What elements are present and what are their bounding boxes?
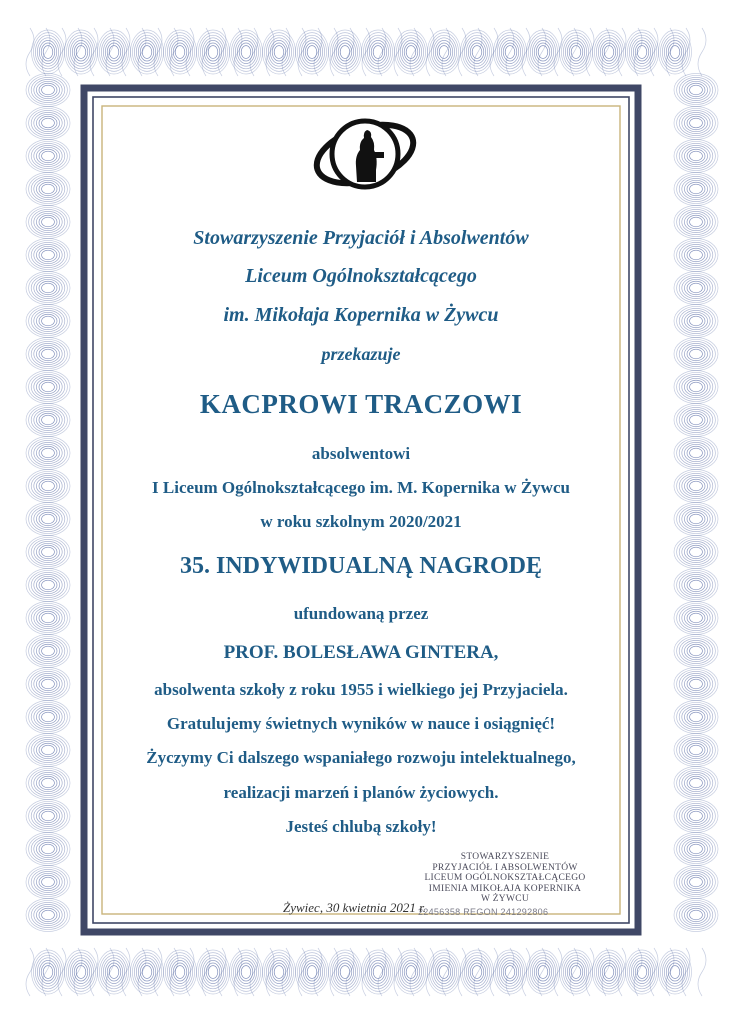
message-line-3: realizacji marzeń i planów życiowych. — [223, 783, 499, 802]
society-line-3: im. Mikołaja Kopernika w Żywcu — [223, 304, 499, 326]
year-line: w roku szkolnym 2020/2021 — [260, 512, 462, 531]
stamp-numbers: 22456358 REGON 241292806 — [418, 907, 549, 917]
stamp-line: LICEUM OGÓLNOKSZTAŁCĄCEGO — [424, 873, 586, 883]
founder-name: PROF. BOLESŁAWA GINTERA, — [223, 642, 499, 663]
society-line-1: Stowarzyszenie Przyjaciół i Absolwentów — [193, 227, 529, 249]
funded-by: ufundowaną przez — [293, 604, 429, 623]
message-line-2: Życzymy Ci dalszego wspaniałego rozwoju intelektualnego, — [146, 748, 576, 767]
society-stamp — [400, 852, 610, 905]
recipient-role: absolwentowi — [311, 444, 411, 463]
founder-description: absolwenta szkoły z roku 1955 i wielkiego jej Przyjaciela. — [154, 680, 568, 699]
society-line-2: Liceum Ogólnokształcącego — [245, 265, 477, 287]
stamp-line: STOWARZYSZENIE — [460, 852, 550, 862]
stamp-line: IMIENIA MIKOŁAJA KOPERNIKA — [428, 883, 582, 894]
school-line: I Liceum Ogólnokształcącego im. M. Kopernika w Żywcu — [152, 478, 570, 497]
recipient-name: KACPROWI TRACZOWI — [199, 389, 523, 419]
verb-text: przekazuje — [321, 344, 401, 364]
message-line-4: Jesteś chlubą szkoły! — [285, 817, 437, 836]
place-date: Żywiec, 30 kwietnia 2021 r. — [283, 900, 426, 915]
stamp-line: W ŻYWCU — [480, 894, 530, 904]
stamp-line: PRZYJACIÓŁ I ABSOLWENTÓW — [432, 862, 578, 873]
award-title: 35. INDYWIDUALNĄ NAGRODĘ — [179, 553, 542, 579]
copernicus-emblem — [312, 112, 418, 196]
message-line-1: Gratulujemy świetnych wyników w nauce i osiągnięć! — [166, 714, 556, 733]
